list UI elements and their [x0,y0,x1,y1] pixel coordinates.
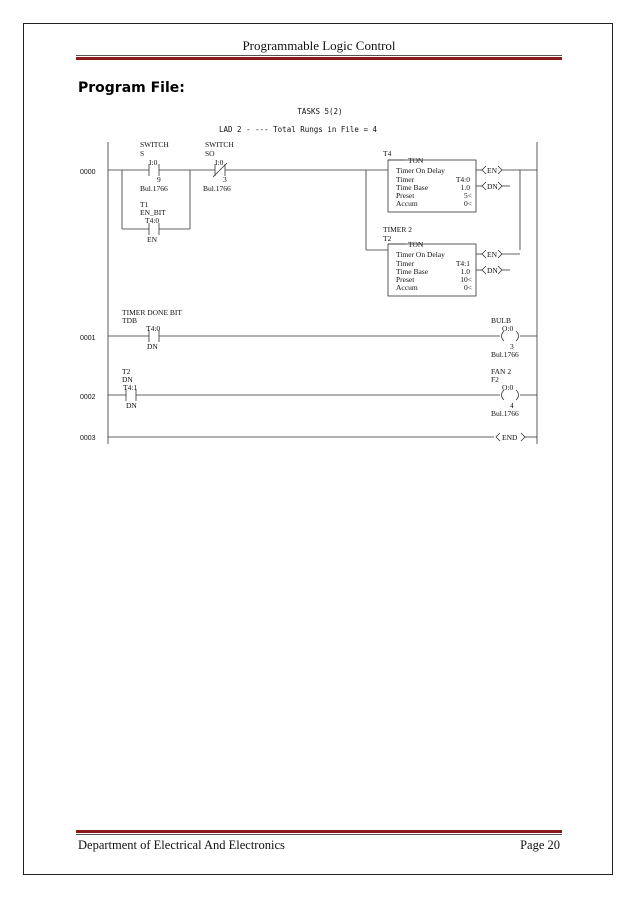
svg-text:TON: TON [408,156,424,165]
svg-text:TON: TON [408,240,424,249]
svg-text:Time Base: Time Base [396,183,429,192]
contact-switch-s[interactable] [140,140,169,193]
svg-text:Preset: Preset [396,275,415,284]
svg-text:Timer On Delay: Timer On Delay [396,166,445,175]
svg-text:Bul.1766: Bul.1766 [491,409,519,418]
header-title: Programmable Logic Control [242,38,396,53]
footer-department: Department of Electrical And Electronics [78,838,285,852]
svg-text:Timer: Timer [396,259,415,268]
svg-text:5<: 5< [464,191,472,200]
svg-text:10<: 10< [460,275,472,284]
svg-text:T4:1: T4:1 [123,383,138,392]
contact-switch-so[interactable] [203,140,234,193]
footer-page-number: Page 20 [520,838,560,852]
coil-fan-2[interactable] [491,367,519,418]
rung-number-3: 0003 [80,435,96,442]
ton-block-t2[interactable] [383,225,520,296]
svg-text:DN: DN [126,401,137,410]
svg-text:SWITCH: SWITCH [140,140,169,149]
contact-timer-done-bit[interactable] [122,308,182,351]
svg-text:Timer: Timer [396,175,415,184]
svg-text:DN: DN [487,182,498,191]
ladder-diagram [70,104,570,454]
svg-text:1.0: 1.0 [460,267,470,276]
ton-block-t4[interactable] [383,149,537,212]
svg-text:T1: T1 [140,200,149,209]
header-rule-thin [76,55,562,56]
svg-text:EN: EN [147,235,157,244]
svg-text:O:0: O:0 [502,324,514,333]
rung-number-2: 0002 [80,394,96,401]
footer-rule-thin [76,834,562,835]
rung-0 [108,140,537,296]
contact-t2-dn[interactable] [122,367,137,410]
svg-text:O:0: O:0 [502,383,514,392]
svg-text:Time Base: Time Base [396,267,429,276]
svg-text:Accum: Accum [396,199,418,208]
svg-text:BULB: BULB [491,316,512,325]
svg-text:FAN 2: FAN 2 [491,367,512,376]
header-rule-thick [76,57,562,60]
svg-text:4: 4 [510,401,514,410]
svg-text:T2: T2 [383,234,392,243]
svg-text:SWITCH: SWITCH [205,140,234,149]
svg-text:Bul.1766: Bul.1766 [491,350,519,359]
svg-text:Accum: Accum [396,283,418,292]
svg-text:T4:0: T4:0 [146,324,161,333]
rung-1 [108,308,537,359]
svg-text:1.0: 1.0 [460,183,470,192]
svg-text:9: 9 [157,175,161,184]
rung-2 [108,367,537,418]
svg-text:Timer On Delay: Timer On Delay [396,250,445,259]
file-summary: LAD 2 - --- Total Rungs in File = 4 [218,125,378,134]
svg-text:EN: EN [487,250,497,259]
svg-text:T4:0: T4:0 [455,175,470,184]
svg-text:T2: T2 [122,367,131,376]
svg-text:DN: DN [122,375,133,384]
coil-bulb[interactable] [491,316,519,359]
svg-text:EN_BIT: EN_BIT [140,208,166,217]
svg-text:SO: SO [205,149,215,158]
svg-text:TIMER 2: TIMER 2 [383,225,412,234]
rung-3 [108,433,537,442]
svg-text:TDB: TDB [122,316,137,325]
svg-text:Bul.1766: Bul.1766 [140,184,168,193]
svg-text:0<: 0< [464,199,472,208]
rung-number-0: 0000 [80,169,96,176]
footer-rule-thick [76,830,562,833]
svg-text:Preset: Preset [396,191,415,200]
svg-text:Bul.1766: Bul.1766 [203,184,231,193]
rung-number-1: 0001 [80,335,96,342]
svg-text:I:0: I:0 [149,158,158,167]
svg-text:S: S [140,149,145,158]
svg-text:3: 3 [223,175,227,184]
svg-text:I:0: I:0 [215,158,224,167]
file-title: TASKS 5(2) [297,107,343,116]
svg-text:DN: DN [487,266,498,275]
end-instruction[interactable] [496,433,525,442]
section-title: Program File: [78,80,185,96]
svg-text:F2: F2 [491,375,499,384]
svg-text:EN: EN [487,166,497,175]
svg-text:TIMER DONE BIT: TIMER DONE BIT [122,308,182,317]
svg-text:END: END [502,433,518,442]
svg-text:T4: T4 [383,149,392,158]
svg-text:3: 3 [510,342,514,351]
svg-text:T4:0: T4:0 [145,216,160,225]
svg-text:0<: 0< [464,283,472,292]
svg-text:DN: DN [147,342,158,351]
contact-t1-en-bit[interactable] [140,200,166,244]
svg-text:T4:1: T4:1 [455,259,470,268]
